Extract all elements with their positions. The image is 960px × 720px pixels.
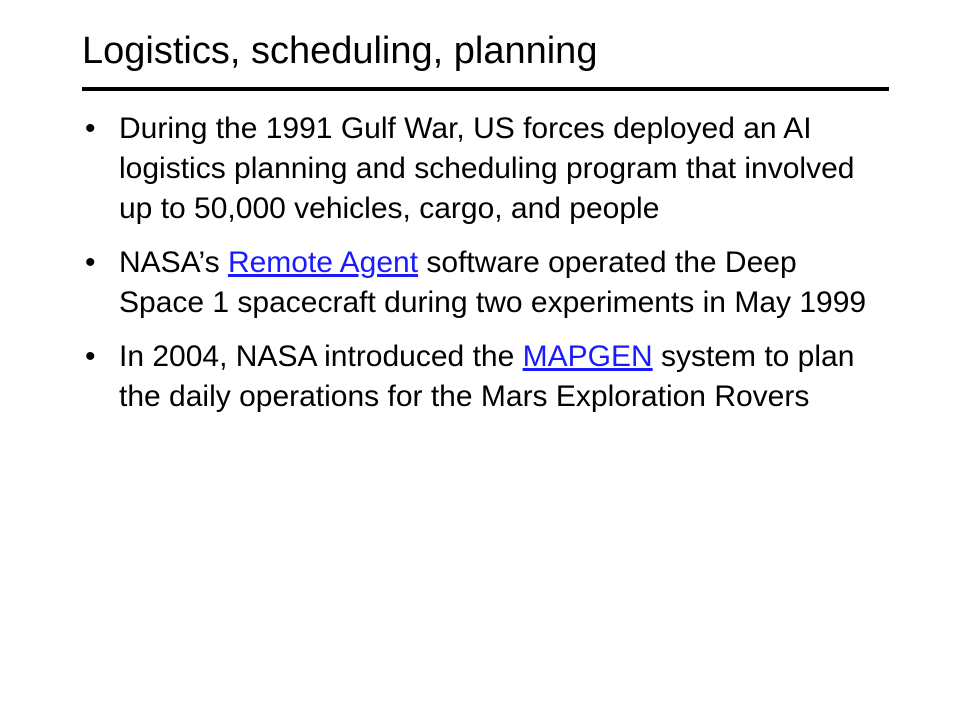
bullet-text-after: software operated the Deep Space 1 spacecraft during two experiments in May 1999 — [119, 246, 867, 319]
bullet-icon: • — [85, 340, 96, 373]
mapgen-link[interactable]: MAPGEN — [522, 340, 653, 373]
bullet-icon: • — [85, 246, 96, 279]
bullet-text-before: In 2004, NASA introduced the — [119, 340, 523, 373]
bullet-item-remote-agent — [82, 243, 872, 323]
remote-agent-link[interactable]: Remote Agent — [227, 246, 419, 279]
bullet-text-after: system to plan the daily operations for the Mars Exploration Rovers — [119, 340, 855, 413]
slide-title: Logistics, scheduling, planning — [82, 30, 598, 72]
bullet-item-gulf-war — [82, 109, 872, 229]
bullet-text-before: NASA’s — [119, 246, 228, 279]
bullet-list — [82, 109, 872, 431]
bullet-item-mapgen — [82, 337, 872, 417]
bullet-text: During the 1991 Gulf War, US forces deployed an AI logistics planning and scheduling program that involved up to 50,000 vehicles, cargo, and people — [119, 112, 855, 225]
bullet-icon: • — [85, 112, 96, 145]
title-underline — [82, 87, 889, 91]
